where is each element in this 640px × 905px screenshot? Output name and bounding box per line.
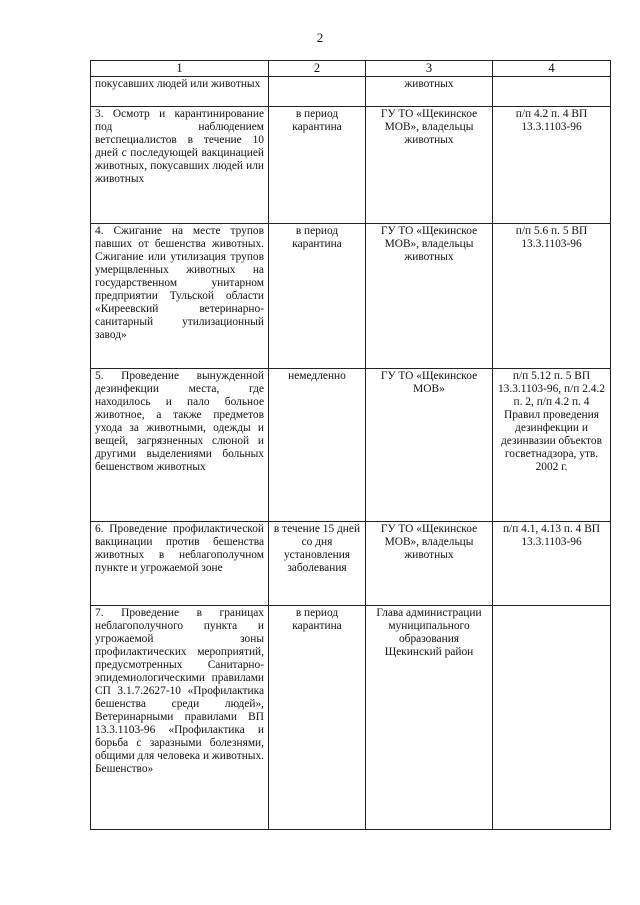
table-row bbox=[91, 107, 611, 224]
measure-cell: 5. Проведение вынужденной дезинфекции места, где находилось и пало больное животное, а также предметов ухода за животными, одежды и вещей, загрязненных слюной и другими выделениями больных бешенством животных bbox=[91, 369, 269, 522]
deadline-cell: в период карантина bbox=[269, 107, 366, 224]
deadline-cell: в период карантина bbox=[269, 606, 366, 830]
table-header-row bbox=[91, 61, 611, 77]
column-header-4: 4 bbox=[493, 61, 611, 77]
deadline-cell: в период карантина bbox=[269, 224, 366, 369]
table-row bbox=[91, 369, 611, 522]
legal-basis-cell: п/п 5.6 п. 5 ВП 13.3.1103-96 bbox=[493, 224, 611, 369]
responsible-cell: ГУ ТО «Щекинское МОВ», владельцы животных bbox=[366, 224, 493, 369]
table-row bbox=[91, 606, 611, 830]
measure-cell: 4. Сжигание на месте трупов павших от бешенства животных. Сжигание или утилизация трупов умерщвленных животных на государственном унитарном предприятии Тульской области «Киреевский ветеринарно-санитарный утилизационный завод» bbox=[91, 224, 269, 369]
measure-cell: 3. Осмотр и карантинирование под наблюдением ветспециалистов в течение 10 дней с последующей вакцинацией животных, покусавших людей или животных bbox=[91, 107, 269, 224]
table-row bbox=[91, 77, 611, 107]
deadline-cell: немедленно bbox=[269, 369, 366, 522]
responsible-cell: ГУ ТО «Щекинское МОВ», владельцы животных bbox=[366, 522, 493, 606]
responsible-cell: ГУ ТО «Щекинское МОВ», владельцы животных bbox=[366, 107, 493, 224]
responsible-cell: животных bbox=[366, 77, 493, 107]
legal-basis-cell: п/п 5.12 п. 5 ВП 13.3.1103-96, п/п 2.4.2 п. 2, п/п 4.2 п. 4 Правил проведения дезинфекции и дезинвазии объектов госветнадзора, утв. 2002 г. bbox=[493, 369, 611, 522]
measures-table bbox=[90, 60, 611, 830]
legal-basis-cell: п/п 4.1, 4.13 п. 4 ВП 13.3.1103-96 bbox=[493, 522, 611, 606]
page-number: 2 bbox=[316, 30, 324, 45]
responsible-cell: ГУ ТО «Щекинское МОВ» bbox=[366, 369, 493, 522]
measure-cell: 7. Проведение в границах неблагополучного пункта и угрожаемой зоны профилактических мероприятий, предусмотренных Санитарно-эпидемиологическими правилами СП 3.1.7.2627-10 «Профилактика бешенства среди людей», Ветеринарными правилами ВП 13.3.1103-96 «Профилактика и борьба с заразными болезнями, общими для человека и животных. Бешенство» bbox=[91, 606, 269, 830]
column-header-3: 3 bbox=[366, 61, 493, 77]
deadline-cell: в течение 15 дней со дня установления заболевания bbox=[269, 522, 366, 606]
measure-cell: 6. Проведение профилактической вакцинации против бешенства животных в неблагополучном пункте и угрожаемой зоне bbox=[91, 522, 269, 606]
responsible-cell: Глава администрации муниципального образования Щекинский район bbox=[366, 606, 493, 830]
column-header-1: 1 bbox=[91, 61, 269, 77]
table-row bbox=[91, 522, 611, 606]
legal-basis-cell: п/п 4.2 п. 4 ВП 13.3.1103-96 bbox=[493, 107, 611, 224]
table-row bbox=[91, 224, 611, 369]
deadline-cell bbox=[269, 77, 366, 107]
legal-basis-cell bbox=[493, 77, 611, 107]
column-header-2: 2 bbox=[269, 61, 366, 77]
measure-cell: покусавших людей или животных bbox=[91, 77, 269, 107]
legal-basis-cell bbox=[493, 606, 611, 830]
